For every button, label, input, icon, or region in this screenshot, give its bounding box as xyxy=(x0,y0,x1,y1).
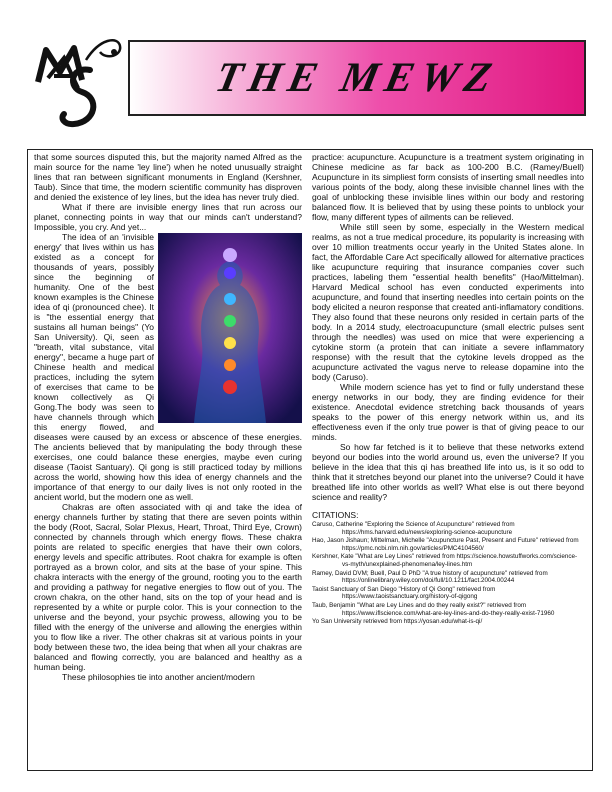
citation-item: Kershner, Kate "What are Ley Lines" retrieved from https://science.howstuffworks.com/science-vs-myth/unexplained-phenomena/ley-lines.htm xyxy=(312,553,578,568)
citation-item: Ramey, David DVM; Buell, Paul D PhD "A true history of acupuncture" retrieved from https://onlinelibrary.wiley.com/doi/full/10.1211/fact.2004.00244 xyxy=(312,569,548,585)
article-column-right xyxy=(312,152,584,626)
citation-list xyxy=(312,521,584,626)
logo-mas xyxy=(30,30,125,130)
col2-paragraph-1: practice: acupuncture. Acupuncture is a treatment system originating in Chinese medicine as far back as 100-200 B.C. (Ramey/Buell) Acupuncture in its simpliest form consists of inserting small needles into various points of the body, along these invisible channel lines with the goal of unblocking these invisible lines within our body and restoring balanced flow. It is believed that by using these points to unblock your flow, many different types of ailments can be relieved. xyxy=(312,152,584,222)
citation-item: Taoist Sanctuary of San Diego "History of Qi Gong" retrieved from https://www.taoistsanctuary.org/history-of-qigong xyxy=(312,585,496,601)
col1-paragraph-3: The idea of an 'invisible energy' that lives within us has existed as a concept for thousands of years, possibly since the beginning of humanity. One of the best known examples is the Chinese idea of qi (pronounced chee). It is "the essential energy that sustains all human beings" (Yo San University). Qi, seen as "breath, vital substance, vital energy", became a huge part of Chinese health and medical practices, including the sytem of exercises that came to be known collectively as Qi Gong.The body was seen to have channels through which this energy flowed, and diseases were caused by an excess or abscence of these energies. The ancients believed that by manipulating the body through these exercises, one could balance these energies, maybe even curing disease (Taoist Santuary). Qi gong is still practiced today by millions across the world, showing how this idea of energy channels and the importance of that energy to our daily lives is not only rooted in the ancient world, but the modern one as well. xyxy=(34,232,302,502)
citation-item: Caruso, Catherine "Exploring the Science of Acupuncture" retrieved from https://hms.harvard.edu/news/exploring-science-acupuncture xyxy=(312,521,515,536)
col2-paragraph-4: So how far fetched is it to believe that these networks extend beyond our bodies into the world around us, even the universe? If you believe in the idea that this qi has breathed life into us, is it so odd to think that it stretches beyond our planet into the universe? Could it have breathed life into other worlds as well? What else is out there beyond science and reality? xyxy=(312,442,584,502)
newsletter-title: THE MEWZ xyxy=(211,55,503,101)
citation-item: Hao, Jason Jishaun; Mittelman, Michelle "Acupuncture Past, Present and Future" retrieved from https://pmc.ncbi.nlm.nih.gov/articles/PMC4104560/ xyxy=(312,537,579,552)
logo-dot xyxy=(111,49,117,55)
title-banner xyxy=(128,40,586,116)
col2-paragraph-3: While modern science has yet to find or fully understand these energy networks in our body, they are finding evidence for their existence. Anecdotal evidence stretching back thousands of years speaks to the power of this energy network within us, and its effectiveness even if the only true power is that of giving peace to our minds. xyxy=(312,382,584,442)
col1-paragraph-1: that some sources disputed this, but the majority named Alfred as the main source for the name 'ley line') when he noted unusually straight lines that ran between significant monuments in England (Kershner, Taub). Since that time, the modern scientific community has disproven and denied the existence of ley lines, but the idea has never truly died. xyxy=(34,152,302,202)
citation-item: Taub, Benjamin "What are Ley Lines and do they really exist?" retrieved from https://www.iflscience.com/what-are-ley-lines-and-do-they-really-exist-71960 xyxy=(312,601,555,617)
col1-paragraph-2: What if there are invisible energy lines that run across our planet, connecting points in way that our minds can't understand? Impossible, you cry. And yet... xyxy=(34,202,302,232)
citations-heading: CITATIONS: xyxy=(312,510,359,520)
chakra-illustration xyxy=(158,233,302,423)
col1-paragraph-5: These philosophies tie into another ancient/modern xyxy=(62,672,255,682)
article-column-left xyxy=(34,152,302,682)
citation-item: Yo San University retrieved from https://yosan.edu/what-is-qi/ xyxy=(312,618,483,626)
col1-paragraph-4: Chakras are often associated with qi and take the idea of energy channels further by stating that there are seven points within the body (Root, Sacral, Solar Plexus, Heart, Throat, Third Eye, Crown) connected by channels through which energy flows. These chakra points are related to specific energies that have their own colors, energy levels and specific attributes. Root chakra for example is often portrayed as a brown color, and sits at the base of your spine. This chakra interacts with the energy of the ground, rooting you to the earth and providing a pathway for negative energies to flow out of you. The crown chakra, on the other hand, sits on the top of your head and is represented by a white or purple color. This is your connection to the universe and the beyond, your psychic prowess, allowing you to be filled with the energy of the universe and allowing the energies within you to flow like a river. The other chakras sit at various points in your body between these two, the idea being that when all your chakras are balanced and flowing correctly, you are balanced and healthy as a human being. xyxy=(34,502,302,672)
col2-paragraph-2: While still seen by some, especially in the Western medical realms, as not a true medical procedure, its popularity is increasing with over 10 million treatments occur yearly in the United States alone. In fact, the Affordable Care Act specifically allowed for alternative practices like acupuncture requiring that insurance companies cover such practices, labeling them "essential health benefits" (Hao/Mittelman). Harvard Medical school has even conducted experiments into acupuncture, and found that inserting needles into certain points on the body elicited a neuron response that created anti-inflamatory conditions. They also found that these neurons only resided in certain parts of the body. In a 2014 study, electroacupuncture (small electric pulses sent through the needles) was used on mice that were experiencing a cytokine storm (a protein that can initiate a severe inflammatory response) with the result that the cytokine levels dropped as the acupuncture activated the vagus nerve to release dopamine into the body (Caruso). xyxy=(312,222,584,382)
